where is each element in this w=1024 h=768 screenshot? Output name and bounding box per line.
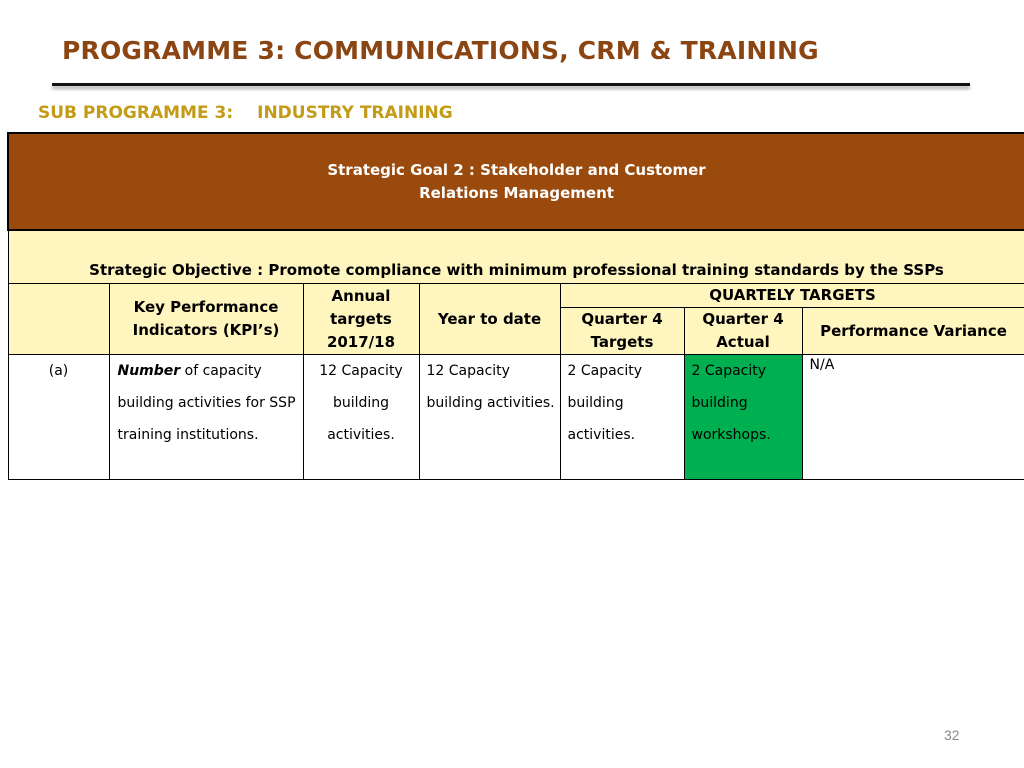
strategic-objective-cell: Strategic Objective : Promote compliance with minimum professional training standards by the SSPs xyxy=(8,230,1024,284)
cell-annual-target: 12 Capacity building activities. xyxy=(303,355,419,480)
strategic-goal-cell xyxy=(8,133,1024,230)
header-year-to-date: Year to date xyxy=(419,284,560,355)
header-annual-targets: Annual targets 2017/18 xyxy=(303,284,419,355)
cell-year-to-date: 12 Capacity building activities. xyxy=(419,355,560,480)
header-number xyxy=(8,284,109,355)
kpi-emphasis: Number xyxy=(117,363,181,379)
page-number: 32 xyxy=(944,727,960,743)
subprogramme-heading xyxy=(38,103,453,123)
kpi-text: of capacity building activities for SSP training institutions. xyxy=(117,363,296,443)
header-kpi: Key Performance Indicators (KPI’s) xyxy=(109,284,303,355)
cell-q4-target: 2 Capacity building activities. xyxy=(560,355,684,480)
cell-kpi xyxy=(109,355,303,480)
header-q4-actual: Quarter 4 Actual xyxy=(684,308,802,355)
subprogramme-label: SUB PROGRAMME 3: xyxy=(38,103,234,123)
header-performance-variance: Performance Variance xyxy=(802,308,1024,355)
cell-q4-actual: 2 Capacity building workshops. xyxy=(684,355,802,480)
strategic-goal-line1: Strategic Goal 2 : Stakeholder and Customer xyxy=(327,160,706,179)
page-title: PROGRAMME 3: COMMUNICATIONS, CRM & TRAINING xyxy=(62,36,819,65)
cell-performance-variance: N/A xyxy=(802,355,1024,480)
title-divider xyxy=(52,83,970,86)
kpi-table xyxy=(7,132,1024,480)
cell-number: (a) xyxy=(8,355,109,480)
header-quarterly-targets: QUARTELY TARGETS xyxy=(560,284,1024,308)
header-q4-targets: Quarter 4 Targets xyxy=(560,308,684,355)
subprogramme-value: INDUSTRY TRAINING xyxy=(257,103,453,123)
table-row xyxy=(8,355,1024,480)
strategic-goal-line2: Relations Management xyxy=(419,183,614,202)
